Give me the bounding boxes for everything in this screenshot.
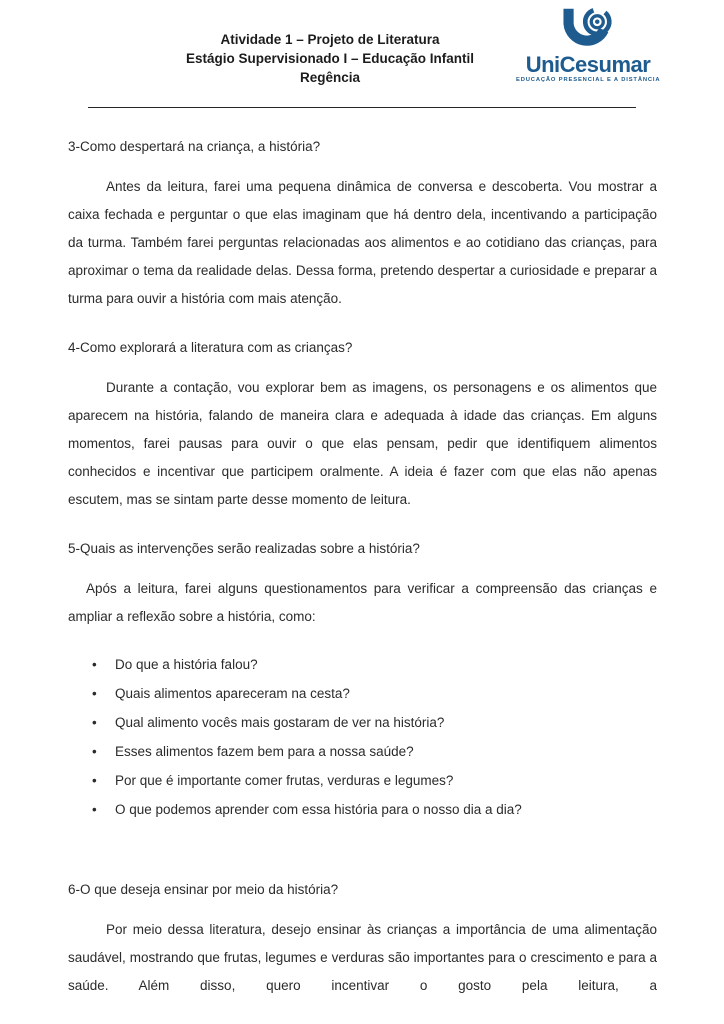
unicesumar-logo-icon bbox=[558, 6, 618, 56]
question-3-answer: Antes da leitura, farei uma pequena dinâmica de conversa e descoberta. Vou mostrar a caixa fechada e perguntar o que elas imaginam que há dentro dela, incentivando a participação da turma. Também farei perguntas relacionadas aos alimentos e ao cotidiano das crianças, para aproximar o tema da realidade delas. Dessa forma, pretendo despertar a curiosidade e preparar a turma para ouvir a história com mais atenção. bbox=[68, 179, 657, 306]
question-4-heading: 4-Como explorará a literatura com as crianças? bbox=[68, 340, 353, 355]
list-item: • Esses alimentos fazem bem para a nossa saúde? bbox=[68, 737, 657, 766]
header-title-line-2: Estágio Supervisionado I – Educação Infantil bbox=[185, 51, 475, 66]
header-divider bbox=[88, 107, 636, 108]
question-5-heading: 5-Quais as intervenções serão realizadas sobre a história? bbox=[68, 541, 420, 556]
logo-brand-text: UniCesumar bbox=[525, 52, 651, 77]
unicesumar-logo bbox=[516, 6, 660, 84]
header-title-line-1: Atividade 1 – Projeto de Literatura bbox=[220, 32, 440, 47]
question-6-answer: Por meio dessa literatura, desejo ensinar às crianças a importância de uma alimentação saudável, mostrando que frutas, legumes e verduras são importantes para o crescimento e para a saúde. Além disso, quero incentivar o gosto pela leitura, a bbox=[68, 922, 657, 993]
list-item: • Por que é importante comer frutas, verduras e legumes? bbox=[68, 766, 657, 795]
question-5-answer: Após a leitura, farei alguns questionamentos para verificar a compreensão das crianças e ampliar a reflexão sobre a história, como: bbox=[68, 581, 657, 624]
question-3-heading: 3-Como despertará na criança, a história? bbox=[68, 139, 321, 154]
logo-tagline-text: EDUCAÇÃO PRESENCIAL E A DISTÂNCIA bbox=[516, 77, 661, 83]
header-title-line-3: Regência bbox=[299, 70, 361, 85]
intervention-question-list bbox=[68, 650, 657, 824]
document-body bbox=[68, 125, 657, 1000]
list-item: • O que podemos aprender com essa história para o nosso dia a dia? bbox=[68, 795, 657, 824]
list-item: • Do que a história falou? bbox=[68, 650, 657, 679]
question-6-heading: 6-O que deseja ensinar por meio da história? bbox=[68, 882, 339, 897]
header-title-block bbox=[88, 30, 572, 87]
list-item: • Quais alimentos apareceram na cesta? bbox=[68, 679, 657, 708]
list-item: • Qual alimento vocês mais gostaram de ver na história? bbox=[68, 708, 657, 737]
question-4-answer: Durante a contação, vou explorar bem as imagens, os personagens e os alimentos que aparecem na história, falando de maneira clara e adequada à idade das crianças. Em alguns momentos, farei pausas para ouvir o que elas pensam, pedir que identifiquem alimentos conhecidos e incentivar que participem oralmente. A ideia é fazer com que elas não apenas escutem, mas se sintam parte desse momento de leitura. bbox=[68, 380, 657, 507]
